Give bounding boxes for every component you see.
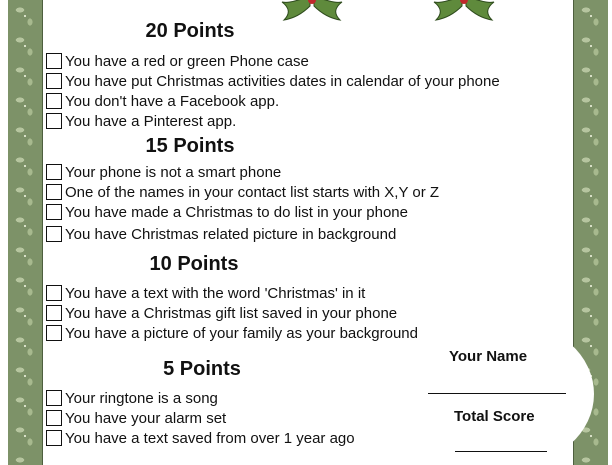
checkbox[interactable] xyxy=(46,164,62,180)
item-label: You have made a Christmas to do list in your phone xyxy=(65,203,408,221)
checkbox[interactable] xyxy=(46,390,62,406)
section-heading-5: 5 Points xyxy=(163,358,241,380)
item-label: You have Christmas related picture in background xyxy=(65,225,397,243)
checkbox[interactable] xyxy=(46,53,62,69)
holly-icon xyxy=(432,0,496,24)
total-score-label: Total Score xyxy=(454,408,535,425)
section-heading-10: 10 Points xyxy=(149,253,239,275)
checklist-item[interactable] xyxy=(46,52,309,70)
item-label: You have a text saved from over 1 year ago xyxy=(65,429,355,447)
item-label: You have a Christmas gift list saved in your phone xyxy=(65,304,398,322)
checkbox[interactable] xyxy=(46,204,62,220)
item-label: One of the names in your contact list starts with X,Y or Z xyxy=(65,183,440,201)
checkbox[interactable] xyxy=(46,184,62,200)
checkbox[interactable] xyxy=(46,113,62,129)
checkbox[interactable] xyxy=(46,325,62,341)
item-label: You don't have a Facebook app. xyxy=(65,92,280,110)
checklist-item[interactable] xyxy=(46,429,355,447)
item-label: You have a text with the word 'Christmas' in it xyxy=(65,284,366,302)
checkbox[interactable] xyxy=(46,410,62,426)
name-line[interactable] xyxy=(428,393,566,394)
checklist-item[interactable] xyxy=(46,72,500,90)
item-label: Your phone is not a smart phone xyxy=(65,163,282,181)
checkbox[interactable] xyxy=(46,430,62,446)
item-label: You have a red or green Phone case xyxy=(65,52,309,70)
score-line[interactable] xyxy=(455,451,547,452)
section-heading-20: 20 Points xyxy=(145,20,235,42)
checklist-item[interactable] xyxy=(46,409,226,427)
checklist-item[interactable] xyxy=(46,389,218,407)
your-name-label: Your Name xyxy=(449,348,528,365)
checklist-item[interactable] xyxy=(46,183,439,201)
holly-border-left xyxy=(8,0,42,465)
item-label: Your ringtone is a song xyxy=(65,389,218,407)
item-label: You have your alarm set xyxy=(65,409,227,427)
checkbox[interactable] xyxy=(46,73,62,89)
checklist-item[interactable] xyxy=(46,324,418,342)
checkbox[interactable] xyxy=(46,93,62,109)
checklist-item[interactable] xyxy=(46,163,281,181)
holly-icon xyxy=(280,0,344,24)
checklist-item[interactable] xyxy=(46,203,408,221)
checkbox[interactable] xyxy=(46,226,62,242)
section-heading-15: 15 Points xyxy=(145,135,235,157)
item-label: You have put Christmas activities dates in calendar of your phone xyxy=(65,72,500,90)
checkbox[interactable] xyxy=(46,305,62,321)
item-label: You have a Pinterest app. xyxy=(65,112,237,130)
checkbox[interactable] xyxy=(46,285,62,301)
checklist-item[interactable] xyxy=(46,284,365,302)
checklist-item[interactable] xyxy=(46,225,396,243)
border-edge-left xyxy=(42,0,43,465)
checklist-item[interactable] xyxy=(46,304,397,322)
checklist-item[interactable] xyxy=(46,112,236,130)
name-score-panel xyxy=(414,323,594,465)
checklist-item[interactable] xyxy=(46,92,279,110)
item-label: You have a picture of your family as your background xyxy=(65,324,418,342)
